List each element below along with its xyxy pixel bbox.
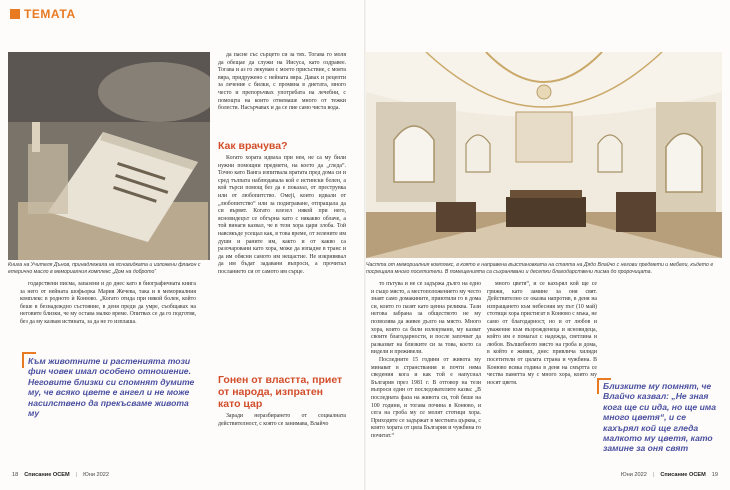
photo-room-illustration xyxy=(366,52,722,258)
section-tag xyxy=(10,7,76,21)
body-text-column xyxy=(20,281,196,327)
body-text-column xyxy=(218,413,346,428)
magazine-name: Списание ОСЕМ xyxy=(24,472,70,478)
magazine-name: Списание ОСЕМ xyxy=(660,472,706,478)
section-label: ТЕМАТА xyxy=(24,7,76,21)
subheading: Гонен от властта, приет от народа, изпратен като цар xyxy=(218,374,343,410)
page-number: 18 xyxy=(12,472,19,478)
body-text-column xyxy=(371,281,481,440)
photo-memorial-room xyxy=(366,52,722,258)
footer-separator: | xyxy=(652,472,655,478)
paragraph: Заради неразбирането от социалната действителност, с която се занимава, Влайчо xyxy=(218,413,346,427)
subheading: Как врачува? xyxy=(218,140,288,152)
pull-quote: Към животните и растенията този фин човек имал особено отношение. Неговите близки си спомнят думите му, че всяко цвете е ангел и не може насилствено да прекъсваме живота му xyxy=(28,356,195,419)
photo-book-display xyxy=(8,52,210,260)
section-marker-icon xyxy=(10,9,20,19)
issue-date: Юни 2022 xyxy=(83,472,109,478)
paragraph: годарствени писма, запазени и до днес като в биографичната книга за него от нейната шофьорка Мария Жечева, така и в мемориалния комплекс в родното ѝ Конюво. „Когато отида при някой болен, който беше в безнадеждно състояние, в деня преди да умре, съобщавах на неговите близки, че му остава малко време. Опитвах се да го подготвя, без да му казвам истината, за да не го изплаша. xyxy=(20,281,196,325)
body-text-column xyxy=(218,155,346,277)
pull-quote: Близките му помнят, че Влайчо казвал: „Не зная кога ще си ида, но ще има много цветя“, и се кахърял кой ще гледа малкото му цветя, като замине за оня свят xyxy=(603,381,716,454)
footer-left xyxy=(12,472,109,478)
paragraph: много цветя“, и се кахърял кой ще се грижи, като замине за оня свят. Действително се оказва напротив, в деня на изпращането към небесния му път (10 май) стотици хора пристигат в Конюво с мъка, не само от благодарност, но и от любов и уважение към възрожденеца и ясновидеца, който им е помагал с надежда, светлина и любов. Вълшебното място на гроба и дома, в който е живял, днес привлича хиляди посетители от цялата страна и чужбина. В Конюво всяка година в деня на смъртта се чества паметта му с много хора, които му носят цветя. xyxy=(487,281,597,386)
body-text-column xyxy=(487,281,597,387)
paragraph: да пасне със сърцето си за тях. Тогава го моля да обещае да служи на Иисуса, като оздравее. Тогава и аз го лекувам с моето присъствие, с моята вяра, придружено с нейната вяра. Давах и рецепти за лечение с билки, с промяна в диетата, много често и препоръчвах употребата на лечебни, с помощта на които отнемаше много от тежки болести. Насърчавах и да се пие само чиста вода. xyxy=(218,52,346,112)
footer-right xyxy=(621,472,718,478)
paragraph: то пътува и не се задържа дълго на едно и също място, а местоположението му често знаят само домакините, приютили го в дома си, които го пазят като ценна реликва. Тази негова забрана за обществото не му позволява да живее дълго на място. Много хора, които са били излекувани, му казват своите благодарности, и после започват да разказват на близките си за това, което са видели и преживели. xyxy=(371,281,481,356)
page-number: 19 xyxy=(711,472,718,478)
paragraph: Последните 15 години от живота му минават в странствания и почти няма сведения кога и как той е напуснал България през 1981 г. В отговор на тези въпроси един от последователите казва: „В последната фаза на живота си, той беше на 100 години, и тогава почина в Конюво, и сега на гроба му се молят стотици хора. Приходите се задържат в местната църква, с които хората от цяла България и чужбина го почитат.“ xyxy=(371,356,481,439)
issue-date: Юни 2022 xyxy=(621,472,647,478)
paragraph: Когато хората идваха при нея, не са му били нужни помощни предмети, на което да „гледа“. Точно като Ванга изпитвала вратата пред дома си и сред тълпата наблюдавала кой е истински болен, а кой търси помощ без да е показал, от преструвка или от любопитство. Омеji, които идвали от „любопитство“ или за подиграване, отпращала да си вървят. Когато влезел някой при него, ясновидецът се обгърна като с някакво облаче, а той винаги казвал, че в тези хора цари злоба. Той навсякъде усещал как, в това време, от зелените им души и раните им, както и от какво са разочаровани като хора, може да изпадне в транс и да им обясни самото им нещастие. Не изкривявал да им бъдат задавани въпроси, а прочитал посланието си от самото им сърце. xyxy=(218,155,346,275)
caption-right-photo: Частта от мемориалния комплекс, в която е направена възстановката на стаята на Дядо Влайчо с негови предмети и мебели, където е посрещала много посетители. В помещенията са съхранявани и десетки благодарствени писма до пророчицата. xyxy=(366,262,714,275)
caption-left-photo: Книга на Учителя Дънов, принадлежала на ясновидката и изложени флакон с етерично масло в мемориалния комплекс „Дом на доброто“ xyxy=(8,262,201,275)
body-text-column xyxy=(218,52,346,113)
footer-separator: | xyxy=(75,472,78,478)
photo-book-illustration xyxy=(8,52,210,260)
